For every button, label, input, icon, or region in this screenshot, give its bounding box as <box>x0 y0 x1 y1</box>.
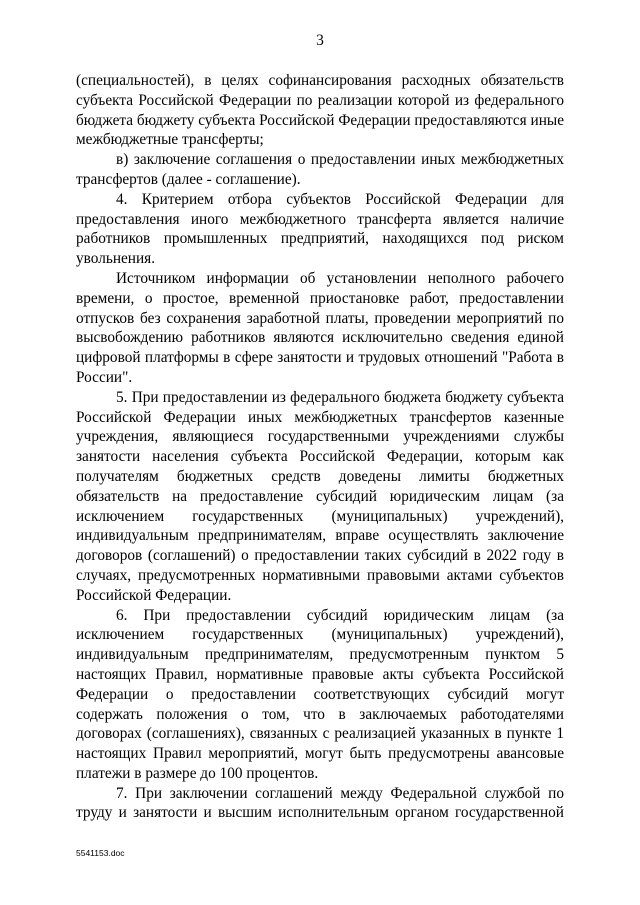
page-number: 3 <box>316 32 324 49</box>
paragraph-6: 6. При предоставлении субсидий юридическим лицам (за исключением государственных (муниципальных) учреждений), индивидуальным предпринимателям, предусмотренным пунктом 5 настоящих Правил, нормативные правовые акты субъекта Российской Федерации о предоставлении соответствующих субсидий могут содержать положения о том, что в заключаемых работодателями договорах (соглашениях), связанных с реализацией указанных в пункте 1 настоящих Правил мероприятий, могут быть предусмотрены авансовые платежи в размере до 100 процентов. <box>76 606 564 782</box>
paragraph-item-v: в) заключение соглашения о предоставлении иных межбюджетных трансфертов (далее - соглашение). <box>76 151 564 188</box>
document-body <box>76 71 564 823</box>
footer-filename: 5541153.doc <box>76 848 125 858</box>
paragraph-7: 7. При заключении соглашений между Федеральной службой по труду и занятости и высшим исполнительным органом государственной <box>76 784 564 822</box>
paragraph-5: 5. При предоставлении из федерального бюджета бюджету субъекта Российской Федерации иных межбюджетных трансфертов казенные учреждения, являющиеся государственными учреждениями службы занятости населения субъекта Российской Федерации, которым как получателям бюджетных средств доведены лимиты бюджетных обязательств на предоставление субсидий юридическим лицам (за исключением государственных (муниципальных) учреждений), индивидуальным предпринимателям, вправе осуществлять заключение договоров (соглашений) о предоставлении таких субсидий в 2022 году в случаях, предусмотренных нормативными правовыми актами субъектов Российской Федерации. <box>76 388 564 604</box>
paragraph-4: 4. Критерием отбора субъектов Российской Федерации для предоставления иного межбюджетного трансферта является наличие работников промышленных предприятий, находящихся под риском увольнения. <box>76 190 564 268</box>
paragraph-information-source: Источником информации об установлении неполного рабочего времени, о простое, временной приостановке работ, предоставлении отпусков без сохранения заработной платы, проведении мероприятий по высвобождению работников являются исключительно сведения единой цифровой платформы в сфере занятости и трудовых отношений "Работа в России". <box>76 269 564 386</box>
paragraph-continuation: (специальностей), в целях софинансирования расходных обязательств субъекта Российской Федерации по реализации которой из федерального бюджета бюджету субъекта Российской Федерации предоставляются иные межбюджетные трансферты; <box>76 72 564 149</box>
